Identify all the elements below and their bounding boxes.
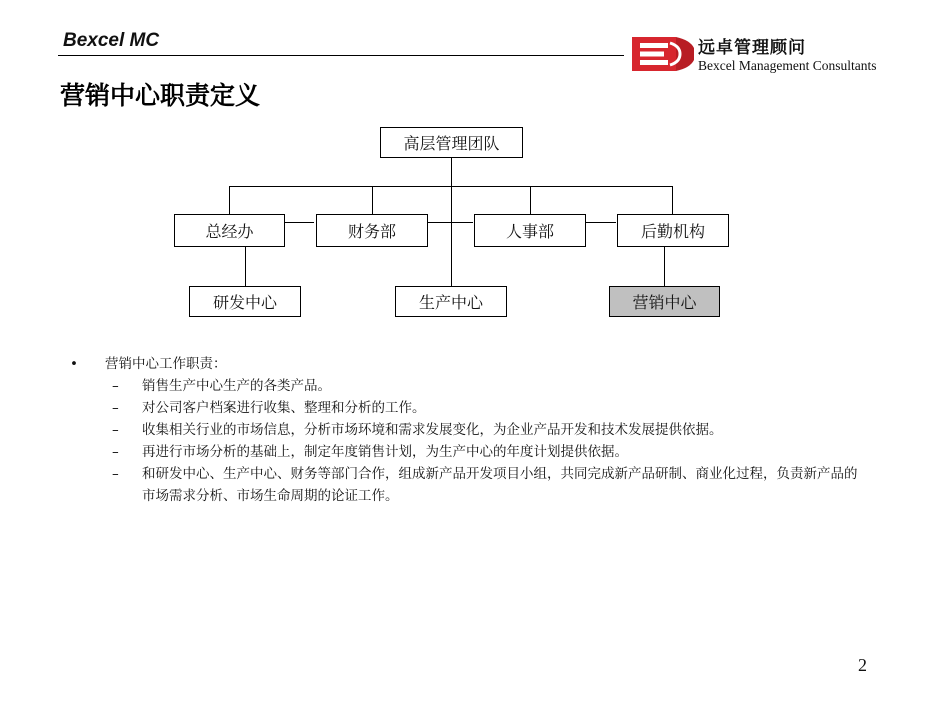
org-box-production-center: 生产中心 [395,286,507,317]
org-box-hr: 人事部 [474,214,586,247]
org-box-marketing-center: 营销中心 [609,286,720,317]
duty-item-text: 对公司客户档案进行收集、整理和分析的工作。 [142,400,426,416]
duty-item [70,419,890,441]
page-title: 营销中心职责定义 [60,81,261,110]
logo-chinese-text: 远卓管理顾问 [698,38,806,58]
duties-heading: 营销中心工作职责： [105,356,227,372]
dash-icon: – [112,422,119,438]
duties-list [70,353,890,507]
logo-english-text: Bexcel Management Consultants [698,58,877,73]
duty-item-text: 收集相关行业的市场信息，分析市场环境和需求发展变化，为企业产品开发和技术发展提供依据。 [142,422,723,438]
org-box-logistics: 后勤机构 [617,214,729,247]
duty-item [70,375,890,397]
duty-item-text: 和研发中心、生产中心、财务等部门合作，组成新产品开发项目小组，共同完成新产品研制、商业化过程，负责新产品的市场需求分析、市场生命周期的论证工作。 [142,466,858,504]
dash-icon: – [112,444,119,460]
duty-item [70,397,890,419]
brand-name: Bexcel MC [63,30,160,51]
duty-item [70,441,890,463]
org-box-finance: 财务部 [316,214,428,247]
duty-item [70,463,890,507]
bexcel-logo-icon [630,34,696,74]
org-box-top-management: 高层管理团队 [380,127,523,158]
dash-icon: – [112,378,119,394]
page-number: 2 [858,655,867,675]
org-box-rd-center: 研发中心 [189,286,301,317]
org-box-general-office: 总经办 [174,214,285,247]
dash-icon: – [112,466,119,482]
dash-icon: – [112,400,119,416]
duties-heading-row [70,353,890,375]
duty-item-text: 再进行市场分析的基础上，制定年度销售计划，为生产中心的年度计划提供依据。 [142,444,628,460]
bullet-dot-icon: • [70,356,78,372]
header-rule [58,55,624,56]
duty-item-text: 销售生产中心生产的各类产品。 [142,378,331,394]
